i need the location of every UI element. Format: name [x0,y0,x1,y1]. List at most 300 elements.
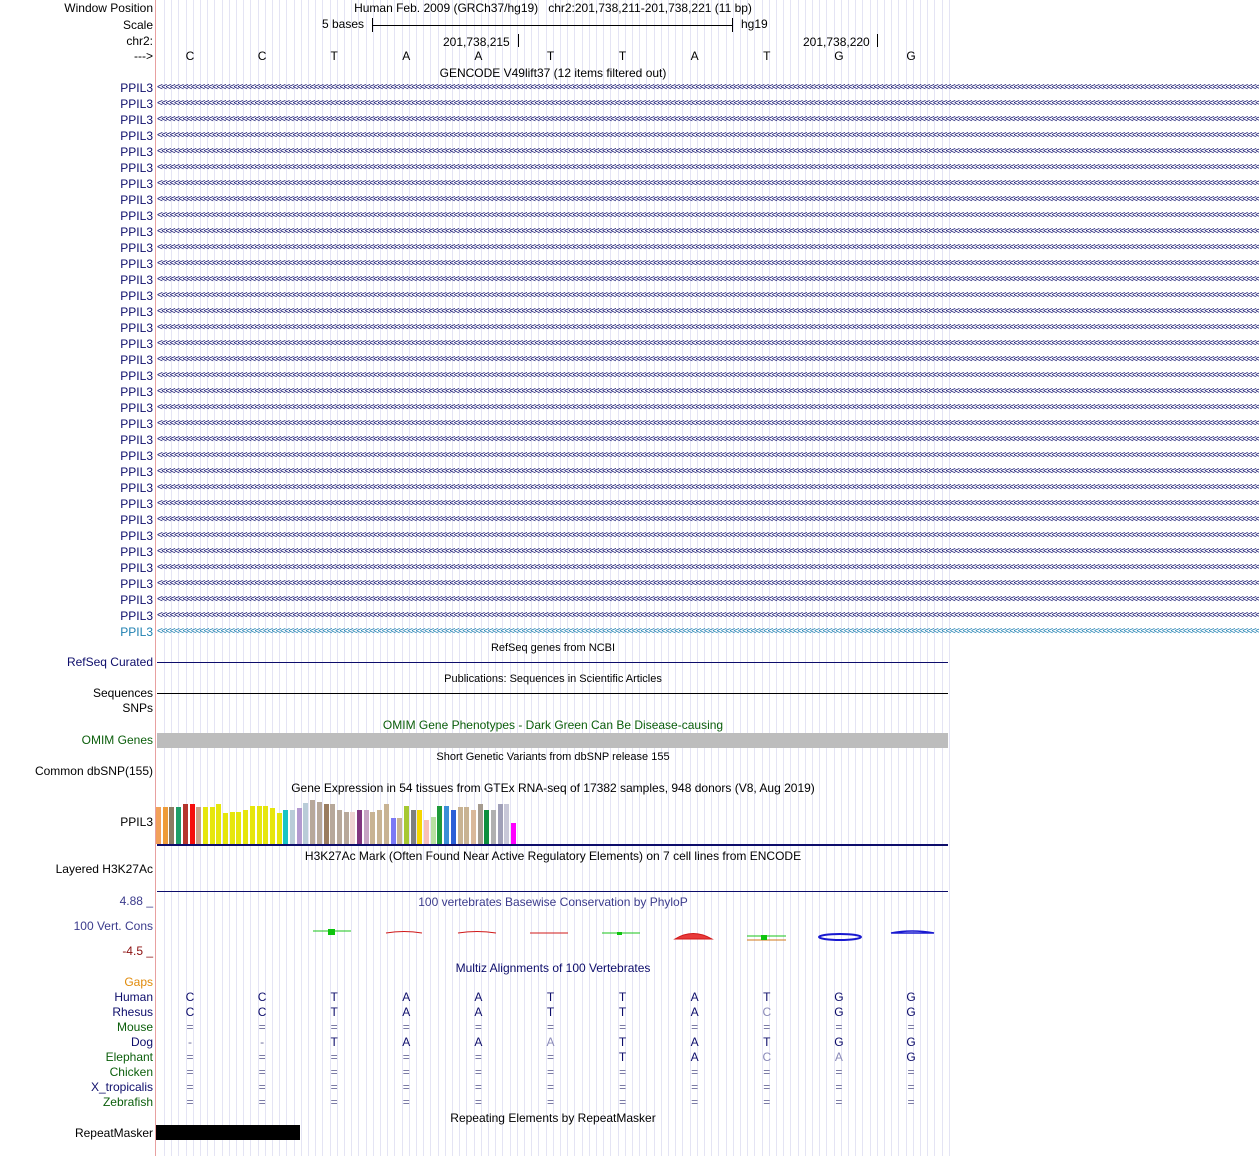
alignment-base: = [402,1080,410,1094]
gene-label[interactable]: PPIL3 [120,353,153,367]
transcript-strand-arrows[interactable]: <<<<<<<<<<<<<<<<<<<<<<<<<<<<<<<<<<<<<<<<<<<<<<<<<<<<<<<<<<<<<<<<<<<<<<<<<<<<<<<<<<<<<<<<<<<<<<<<<<<<<<<<<<<<<<<<<<<<<<<<<<<<<<<<<<<<<<<<<<<<<<<<<<<<<<<<<<<<<<<<<<<<<<<<<<<<<<<<<<<<<<<<<<<<<<<<<<<<<<<<<<<<<<<<<<<<<<<<<<<<<<<<<<<<<<<<<<<<<<<<<<<<<<<<<<<<<<<<<<<< [157,146,1259,157]
gtex-tissue-bar[interactable] [417,810,422,844]
gencode-transcript[interactable] [0,240,1259,256]
alignment-base: = [402,1050,410,1064]
gencode-transcript[interactable] [0,400,1259,416]
transcript-strand-arrows[interactable]: <<<<<<<<<<<<<<<<<<<<<<<<<<<<<<<<<<<<<<<<<<<<<<<<<<<<<<<<<<<<<<<<<<<<<<<<<<<<<<<<<<<<<<<<<<<<<<<<<<<<<<<<<<<<<<<<<<<<<<<<<<<<<<<<<<<<<<<<<<<<<<<<<<<<<<<<<<<<<<<<<<<<<<<<<<<<<<<<<<<<<<<<<<<<<<<<<<<<<<<<<<<<<<<<<<<<<<<<<<<<<<<<<<<<<<<<<<<<<<<<<<<<<<<<<<<<<<<<<<<< [157,402,1259,413]
refseq-label[interactable]: RefSeq Curated [66,655,153,669]
gene-label[interactable]: PPIL3 [120,625,153,639]
publications-label-sequences[interactable]: Sequences [92,686,153,700]
gtex-tissue-bar[interactable] [190,804,195,844]
alignment-base: A [474,990,483,1004]
repeatmasker-title[interactable]: Repeating Elements by RepeatMasker [450,1111,656,1125]
transcript-strand-arrows[interactable]: <<<<<<<<<<<<<<<<<<<<<<<<<<<<<<<<<<<<<<<<<<<<<<<<<<<<<<<<<<<<<<<<<<<<<<<<<<<<<<<<<<<<<<<<<<<<<<<<<<<<<<<<<<<<<<<<<<<<<<<<<<<<<<<<<<<<<<<<<<<<<<<<<<<<<<<<<<<<<<<<<<<<<<<<<<<<<<<<<<<<<<<<<<<<<<<<<<<<<<<<<<<<<<<<<<<<<<<<<<<<<<<<<<<<<<<<<<<<<<<<<<<<<<<<<<<<<<<<<<<< [157,546,1259,557]
alignment-base: - [260,1035,265,1049]
alignment-base: = [835,1080,843,1094]
h3k27ac-label[interactable]: Layered H3K27Ac [55,862,153,876]
alignment-base: = [691,1065,699,1079]
gencode-transcript[interactable] [0,592,1259,608]
gtex-tissue-bar[interactable] [391,818,396,844]
gencode-transcript[interactable] [0,272,1259,288]
gene-label[interactable]: PPIL3 [120,401,153,415]
gtex-tissue-bar[interactable] [196,807,201,844]
transcript-strand-arrows[interactable]: <<<<<<<<<<<<<<<<<<<<<<<<<<<<<<<<<<<<<<<<<<<<<<<<<<<<<<<<<<<<<<<<<<<<<<<<<<<<<<<<<<<<<<<<<<<<<<<<<<<<<<<<<<<<<<<<<<<<<<<<<<<<<<<<<<<<<<<<<<<<<<<<<<<<<<<<<<<<<<<<<<<<<<<<<<<<<<<<<<<<<<<<<<<<<<<<<<<<<<<<<<<<<<<<<<<<<<<<<<<<<<<<<<<<<<<<<<<<<<<<<<<<<<<<<<<<<<<<<<<< [157,274,1259,285]
gene-label[interactable]: PPIL3 [120,545,153,559]
phylop-mark [675,934,712,940]
alignment-base: C [257,1005,267,1019]
alignment-base: = [907,1080,915,1094]
gencode-transcript[interactable] [0,528,1259,544]
alignment-base: = [619,1080,627,1094]
gtex-label[interactable]: PPIL3 [120,815,153,829]
gtex-tissue-bar[interactable] [384,804,389,844]
alignment-base: = [258,1065,266,1079]
transcript-strand-arrows[interactable]: <<<<<<<<<<<<<<<<<<<<<<<<<<<<<<<<<<<<<<<<<<<<<<<<<<<<<<<<<<<<<<<<<<<<<<<<<<<<<<<<<<<<<<<<<<<<<<<<<<<<<<<<<<<<<<<<<<<<<<<<<<<<<<<<<<<<<<<<<<<<<<<<<<<<<<<<<<<<<<<<<<<<<<<<<<<<<<<<<<<<<<<<<<<<<<<<<<<<<<<<<<<<<<<<<<<<<<<<<<<<<<<<<<<<<<<<<<<<<<<<<<<<<<<<<<<<<<<<<<<< [157,418,1259,429]
strand-label: ---> [134,49,153,63]
gtex-tissue-bar[interactable] [431,817,436,844]
transcript-strand-arrows[interactable]: <<<<<<<<<<<<<<<<<<<<<<<<<<<<<<<<<<<<<<<<<<<<<<<<<<<<<<<<<<<<<<<<<<<<<<<<<<<<<<<<<<<<<<<<<<<<<<<<<<<<<<<<<<<<<<<<<<<<<<<<<<<<<<<<<<<<<<<<<<<<<<<<<<<<<<<<<<<<<<<<<<<<<<<<<<<<<<<<<<<<<<<<<<<<<<<<<<<<<<<<<<<<<<<<<<<<<<<<<<<<<<<<<<<<<<<<<<<<<<<<<<<<<<<<<<<<<<<<<<<< [157,466,1259,477]
position-title[interactable]: Human Feb. 2009 (GRCh37/hg19) chr2:201,738,211-201,738,221 (11 bp) [354,1,752,15]
base-letter: C [257,49,267,63]
gencode-transcript[interactable] [0,512,1259,528]
alignment-base: = [186,1065,194,1079]
gencode-transcript[interactable] [0,80,1259,96]
alignment-base: = [330,1050,338,1064]
gtex-tissue-bar[interactable] [176,807,181,844]
alignment-base: = [402,1020,410,1034]
gtex-tissue-bar[interactable] [364,810,369,844]
gtex-tissue-bar[interactable] [397,818,402,844]
alignment-base: A [546,1035,555,1049]
transcript-strand-arrows[interactable]: <<<<<<<<<<<<<<<<<<<<<<<<<<<<<<<<<<<<<<<<<<<<<<<<<<<<<<<<<<<<<<<<<<<<<<<<<<<<<<<<<<<<<<<<<<<<<<<<<<<<<<<<<<<<<<<<<<<<<<<<<<<<<<<<<<<<<<<<<<<<<<<<<<<<<<<<<<<<<<<<<<<<<<<<<<<<<<<<<<<<<<<<<<<<<<<<<<<<<<<<<<<<<<<<<<<<<<<<<<<<<<<<<<<<<<<<<<<<<<<<<<<<<<<<<<<<<<<<<<<< [157,258,1259,269]
base-letter: G [906,49,916,63]
alignment-base: = [835,1020,843,1034]
transcript-strand-arrows[interactable]: <<<<<<<<<<<<<<<<<<<<<<<<<<<<<<<<<<<<<<<<<<<<<<<<<<<<<<<<<<<<<<<<<<<<<<<<<<<<<<<<<<<<<<<<<<<<<<<<<<<<<<<<<<<<<<<<<<<<<<<<<<<<<<<<<<<<<<<<<<<<<<<<<<<<<<<<<<<<<<<<<<<<<<<<<<<<<<<<<<<<<<<<<<<<<<<<<<<<<<<<<<<<<<<<<<<<<<<<<<<<<<<<<<<<<<<<<<<<<<<<<<<<<<<<<<<<<<<<<<<< [157,210,1259,221]
alignment-base: = [258,1095,266,1109]
gene-label[interactable]: PPIL3 [120,561,153,575]
gene-label[interactable]: PPIL3 [120,241,153,255]
base-letter: G [834,49,844,63]
transcript-strand-arrows[interactable]: <<<<<<<<<<<<<<<<<<<<<<<<<<<<<<<<<<<<<<<<<<<<<<<<<<<<<<<<<<<<<<<<<<<<<<<<<<<<<<<<<<<<<<<<<<<<<<<<<<<<<<<<<<<<<<<<<<<<<<<<<<<<<<<<<<<<<<<<<<<<<<<<<<<<<<<<<<<<<<<<<<<<<<<<<<<<<<<<<<<<<<<<<<<<<<<<<<<<<<<<<<<<<<<<<<<<<<<<<<<<<<<<<<<<<<<<<<<<<<<<<<<<<<<<<<<<<<<<<<<< [157,626,1259,637]
alignment-base: A [402,1005,411,1019]
gene-label[interactable]: PPIL3 [120,129,153,143]
alignment-base: = [546,1050,555,1064]
gtex-tissue-bar[interactable] [464,807,469,844]
alignment-base: A [690,1035,699,1049]
gtex-tissue-bar[interactable] [484,810,489,844]
base-letter: T [546,49,555,63]
gtex-baseline [157,844,948,846]
transcript-strand-arrows[interactable]: <<<<<<<<<<<<<<<<<<<<<<<<<<<<<<<<<<<<<<<<<<<<<<<<<<<<<<<<<<<<<<<<<<<<<<<<<<<<<<<<<<<<<<<<<<<<<<<<<<<<<<<<<<<<<<<<<<<<<<<<<<<<<<<<<<<<<<<<<<<<<<<<<<<<<<<<<<<<<<<<<<<<<<<<<<<<<<<<<<<<<<<<<<<<<<<<<<<<<<<<<<<<<<<<<<<<<<<<<<<<<<<<<<<<<<<<<<<<<<<<<<<<<<<<<<<<<<<<<<<< [157,130,1259,141]
gene-label[interactable]: PPIL3 [120,145,153,159]
gencode-transcript[interactable] [0,176,1259,192]
gencode-transcript[interactable] [0,144,1259,160]
gencode-transcript[interactable] [0,544,1259,560]
gencode-transcript[interactable] [0,128,1259,144]
alignment-base: G [834,1005,844,1019]
alignment-base: T [763,1035,771,1049]
alignment-base: = [763,1065,771,1079]
phylop-mark [458,932,496,934]
alignment-base: = [402,1095,410,1109]
h3k27ac-line [157,891,948,892]
gene-label[interactable]: PPIL3 [120,593,153,607]
omim-bar[interactable] [157,733,948,748]
alignment-base: A [402,1035,411,1049]
phylop-label[interactable]: 100 Vert. Cons [73,919,153,933]
base-letter: A [690,49,699,63]
transcript-strand-arrows[interactable]: <<<<<<<<<<<<<<<<<<<<<<<<<<<<<<<<<<<<<<<<<<<<<<<<<<<<<<<<<<<<<<<<<<<<<<<<<<<<<<<<<<<<<<<<<<<<<<<<<<<<<<<<<<<<<<<<<<<<<<<<<<<<<<<<<<<<<<<<<<<<<<<<<<<<<<<<<<<<<<<<<<<<<<<<<<<<<<<<<<<<<<<<<<<<<<<<<<<<<<<<<<<<<<<<<<<<<<<<<<<<<<<<<<<<<<<<<<<<<<<<<<<<<<<<<<<<<<<<<<<< [157,338,1259,349]
gtex-tissue-bar[interactable] [203,807,208,844]
transcript-strand-arrows[interactable]: <<<<<<<<<<<<<<<<<<<<<<<<<<<<<<<<<<<<<<<<<<<<<<<<<<<<<<<<<<<<<<<<<<<<<<<<<<<<<<<<<<<<<<<<<<<<<<<<<<<<<<<<<<<<<<<<<<<<<<<<<<<<<<<<<<<<<<<<<<<<<<<<<<<<<<<<<<<<<<<<<<<<<<<<<<<<<<<<<<<<<<<<<<<<<<<<<<<<<<<<<<<<<<<<<<<<<<<<<<<<<<<<<<<<<<<<<<<<<<<<<<<<<<<<<<<<<<<<<<<< [157,386,1259,397]
alignment-base: C [185,990,195,1004]
phylop-max: 4.88 _ [119,894,153,908]
scale-bar [372,18,733,32]
gencode-transcript[interactable] [0,432,1259,448]
gtex-tissue-bar[interactable] [330,804,335,844]
gene-label[interactable]: PPIL3 [120,369,153,383]
transcript-strand-arrows[interactable]: <<<<<<<<<<<<<<<<<<<<<<<<<<<<<<<<<<<<<<<<<<<<<<<<<<<<<<<<<<<<<<<<<<<<<<<<<<<<<<<<<<<<<<<<<<<<<<<<<<<<<<<<<<<<<<<<<<<<<<<<<<<<<<<<<<<<<<<<<<<<<<<<<<<<<<<<<<<<<<<<<<<<<<<<<<<<<<<<<<<<<<<<<<<<<<<<<<<<<<<<<<<<<<<<<<<<<<<<<<<<<<<<<<<<<<<<<<<<<<<<<<<<<<<<<<<<<<<<<<<< [157,578,1259,589]
gencode-transcript[interactable] [0,624,1259,640]
scale-label: Scale [122,18,153,32]
refseq-line [157,662,948,663]
gtex-bar-chart[interactable] [156,797,536,844]
gtex-tissue-bar[interactable] [243,810,248,844]
alignment-base: G [906,990,916,1004]
alignment-base: A [474,1005,483,1019]
h3k27ac-title[interactable]: H3K27Ac Mark (Often Found Near Active Regulatory Elements) on 7 cell lines from ENCODE [304,849,802,863]
gencode-transcript[interactable] [0,608,1259,624]
dbsnp-title[interactable]: Short Genetic Variants from dbSNP release 155 [436,751,670,763]
species-label[interactable]: Dog [130,1035,153,1049]
gtex-tissue-bar[interactable] [277,813,282,844]
gtex-tissue-bar[interactable] [444,806,449,844]
gene-label[interactable]: PPIL3 [120,497,153,511]
gene-label[interactable]: PPIL3 [120,513,153,527]
gencode-transcript[interactable] [0,480,1259,496]
phylop-mark [891,931,934,933]
gene-label[interactable]: PPIL3 [120,481,153,495]
species-label[interactable]: Mouse [116,1020,153,1034]
gene-label[interactable]: PPIL3 [120,225,153,239]
gtex-tissue-bar[interactable] [310,800,315,844]
phylop-mark [819,934,861,940]
gtex-tissue-bar[interactable] [290,810,295,844]
dbsnp-label[interactable]: Common dbSNP(155) [34,764,153,778]
transcript-strand-arrows[interactable]: <<<<<<<<<<<<<<<<<<<<<<<<<<<<<<<<<<<<<<<<<<<<<<<<<<<<<<<<<<<<<<<<<<<<<<<<<<<<<<<<<<<<<<<<<<<<<<<<<<<<<<<<<<<<<<<<<<<<<<<<<<<<<<<<<<<<<<<<<<<<<<<<<<<<<<<<<<<<<<<<<<<<<<<<<<<<<<<<<<<<<<<<<<<<<<<<<<<<<<<<<<<<<<<<<<<<<<<<<<<<<<<<<<<<<<<<<<<<<<<<<<<<<<<<<<<<<<<<<<<< [157,178,1259,189]
gencode-transcript[interactable] [0,464,1259,480]
alignment-base: G [906,1035,916,1049]
transcript-strand-arrows[interactable]: <<<<<<<<<<<<<<<<<<<<<<<<<<<<<<<<<<<<<<<<<<<<<<<<<<<<<<<<<<<<<<<<<<<<<<<<<<<<<<<<<<<<<<<<<<<<<<<<<<<<<<<<<<<<<<<<<<<<<<<<<<<<<<<<<<<<<<<<<<<<<<<<<<<<<<<<<<<<<<<<<<<<<<<<<<<<<<<<<<<<<<<<<<<<<<<<<<<<<<<<<<<<<<<<<<<<<<<<<<<<<<<<<<<<<<<<<<<<<<<<<<<<<<<<<<<<<<<<<<<< [157,434,1259,445]
gene-label[interactable]: PPIL3 [120,273,153,287]
tick-mark-2 [877,34,878,47]
alignment-base: = [546,1095,555,1109]
gtex-tissue-bar[interactable] [169,807,174,844]
gtex-tissue-bar[interactable] [411,810,416,844]
alignment-base: C [762,1050,772,1064]
species-label[interactable]: X_tropicalis [90,1080,153,1094]
gencode-transcript[interactable] [0,112,1259,128]
gtex-tissue-bar[interactable] [257,806,262,844]
gencode-transcript[interactable] [0,496,1259,512]
alignment-base: = [763,1095,771,1109]
alignment-base: G [834,990,844,1004]
alignment-base: T [330,1035,338,1049]
transcript-strand-arrows[interactable]: <<<<<<<<<<<<<<<<<<<<<<<<<<<<<<<<<<<<<<<<<<<<<<<<<<<<<<<<<<<<<<<<<<<<<<<<<<<<<<<<<<<<<<<<<<<<<<<<<<<<<<<<<<<<<<<<<<<<<<<<<<<<<<<<<<<<<<<<<<<<<<<<<<<<<<<<<<<<<<<<<<<<<<<<<<<<<<<<<<<<<<<<<<<<<<<<<<<<<<<<<<<<<<<<<<<<<<<<<<<<<<<<<<<<<<<<<<<<<<<<<<<<<<<<<<<<<<<<<<<< [157,610,1259,621]
alignment-base: T [330,990,338,1004]
alignment-base: = [619,1095,627,1109]
phylop-title[interactable]: 100 vertebrates Basewise Conservation by PhyloP [418,895,688,909]
gtex-tissue-bar[interactable] [317,802,322,844]
alignment-base: - [188,1035,192,1049]
gtex-tissue-bar[interactable] [324,804,329,844]
db-label: hg19 [741,17,768,31]
gtex-tissue-bar[interactable] [297,808,302,844]
transcript-strand-arrows[interactable]: <<<<<<<<<<<<<<<<<<<<<<<<<<<<<<<<<<<<<<<<<<<<<<<<<<<<<<<<<<<<<<<<<<<<<<<<<<<<<<<<<<<<<<<<<<<<<<<<<<<<<<<<<<<<<<<<<<<<<<<<<<<<<<<<<<<<<<<<<<<<<<<<<<<<<<<<<<<<<<<<<<<<<<<<<<<<<<<<<<<<<<<<<<<<<<<<<<<<<<<<<<<<<<<<<<<<<<<<<<<<<<<<<<<<<<<<<<<<<<<<<<<<<<<<<<<<<<<<<<<< [157,562,1259,573]
transcript-strand-arrows[interactable]: <<<<<<<<<<<<<<<<<<<<<<<<<<<<<<<<<<<<<<<<<<<<<<<<<<<<<<<<<<<<<<<<<<<<<<<<<<<<<<<<<<<<<<<<<<<<<<<<<<<<<<<<<<<<<<<<<<<<<<<<<<<<<<<<<<<<<<<<<<<<<<<<<<<<<<<<<<<<<<<<<<<<<<<<<<<<<<<<<<<<<<<<<<<<<<<<<<<<<<<<<<<<<<<<<<<<<<<<<<<<<<<<<<<<<<<<<<<<<<<<<<<<<<<<<<<<<<<<<<<< [157,594,1259,605]
gtex-tissue-bar[interactable] [250,806,255,844]
alignment-base: = [619,1065,627,1079]
alignment-base: = [330,1095,338,1109]
gtex-tissue-bar[interactable] [458,807,463,844]
alignment-base: = [907,1065,915,1079]
transcript-strand-arrows[interactable]: <<<<<<<<<<<<<<<<<<<<<<<<<<<<<<<<<<<<<<<<<<<<<<<<<<<<<<<<<<<<<<<<<<<<<<<<<<<<<<<<<<<<<<<<<<<<<<<<<<<<<<<<<<<<<<<<<<<<<<<<<<<<<<<<<<<<<<<<<<<<<<<<<<<<<<<<<<<<<<<<<<<<<<<<<<<<<<<<<<<<<<<<<<<<<<<<<<<<<<<<<<<<<<<<<<<<<<<<<<<<<<<<<<<<<<<<<<<<<<<<<<<<<<<<<<<<<<<<<<<< [157,98,1259,109]
gene-label[interactable]: PPIL3 [120,385,153,399]
gtex-tissue-bar[interactable] [437,806,442,844]
gene-label[interactable]: PPIL3 [120,81,153,95]
omim-title[interactable]: OMIM Gene Phenotypes - Dark Green Can Be Disease-causing [382,718,724,732]
omim-label[interactable]: OMIM Genes [81,733,153,747]
gtex-tissue-bar[interactable] [283,810,288,844]
alignment-base: = [835,1065,843,1079]
alignment-base: = [186,1050,194,1064]
publications-label-snps[interactable]: SNPs [122,701,153,715]
transcript-strand-arrows[interactable]: <<<<<<<<<<<<<<<<<<<<<<<<<<<<<<<<<<<<<<<<<<<<<<<<<<<<<<<<<<<<<<<<<<<<<<<<<<<<<<<<<<<<<<<<<<<<<<<<<<<<<<<<<<<<<<<<<<<<<<<<<<<<<<<<<<<<<<<<<<<<<<<<<<<<<<<<<<<<<<<<<<<<<<<<<<<<<<<<<<<<<<<<<<<<<<<<<<<<<<<<<<<<<<<<<<<<<<<<<<<<<<<<<<<<<<<<<<<<<<<<<<<<<<<<<<<<<<<<<<<< [157,82,1259,93]
alignment-base: G [834,1035,844,1049]
gtex-tissue-bar[interactable] [370,812,375,844]
alignment-base: = [835,1095,843,1109]
tick-label-1: 201,738,215 [443,35,510,49]
chr-label: chr2: [126,34,153,48]
gene-label[interactable]: PPIL3 [120,577,153,591]
gtex-tissue-bar[interactable] [263,806,268,844]
gene-label[interactable]: PPIL3 [120,337,153,351]
gtex-tissue-bar[interactable] [216,804,221,844]
gencode-transcript[interactable] [0,256,1259,272]
gencode-transcript[interactable] [0,368,1259,384]
gene-label[interactable]: PPIL3 [120,97,153,111]
alignment-base: = [763,1080,771,1094]
transcript-strand-arrows[interactable]: <<<<<<<<<<<<<<<<<<<<<<<<<<<<<<<<<<<<<<<<<<<<<<<<<<<<<<<<<<<<<<<<<<<<<<<<<<<<<<<<<<<<<<<<<<<<<<<<<<<<<<<<<<<<<<<<<<<<<<<<<<<<<<<<<<<<<<<<<<<<<<<<<<<<<<<<<<<<<<<<<<<<<<<<<<<<<<<<<<<<<<<<<<<<<<<<<<<<<<<<<<<<<<<<<<<<<<<<<<<<<<<<<<<<<<<<<<<<<<<<<<<<<<<<<<<<<<<<<<<< [157,114,1259,125]
alignment-base: = [474,1095,482,1109]
gtex-tissue-bar[interactable] [498,804,503,844]
transcript-strand-arrows[interactable]: <<<<<<<<<<<<<<<<<<<<<<<<<<<<<<<<<<<<<<<<<<<<<<<<<<<<<<<<<<<<<<<<<<<<<<<<<<<<<<<<<<<<<<<<<<<<<<<<<<<<<<<<<<<<<<<<<<<<<<<<<<<<<<<<<<<<<<<<<<<<<<<<<<<<<<<<<<<<<<<<<<<<<<<<<<<<<<<<<<<<<<<<<<<<<<<<<<<<<<<<<<<<<<<<<<<<<<<<<<<<<<<<<<<<<<<<<<<<<<<<<<<<<<<<<<<<<<<<<<<< [157,450,1259,461]
gencode-transcript[interactable] [0,448,1259,464]
gtex-tissue-bar[interactable] [163,807,168,844]
gtex-tissue-bar[interactable] [156,807,161,844]
gencode-title[interactable]: GENCODE V49lift37 (12 items filtered out) [439,66,667,80]
gene-label[interactable]: PPIL3 [120,161,153,175]
species-label[interactable]: Rhesus [112,1005,153,1019]
alignment-base: = [402,1065,410,1079]
gencode-transcript[interactable] [0,320,1259,336]
alignment-base: = [258,1050,266,1064]
alignment-base: G [906,1050,916,1064]
gene-label[interactable]: PPIL3 [120,193,153,207]
repeatmasker-label[interactable]: RepeatMasker [74,1126,153,1140]
alignment-base: C [257,990,267,1004]
alignment-base: = [258,1080,266,1094]
alignment-base: A [690,1050,699,1064]
gtex-title[interactable]: Gene Expression in 54 tissues from GTEx RNA-seq of 17382 samples, 948 donors (V8, Aug 2019) [291,781,815,795]
gene-label[interactable]: PPIL3 [120,305,153,319]
gtex-tissue-bar[interactable] [183,804,188,844]
gene-label[interactable]: PPIL3 [120,257,153,271]
gtex-tissue-bar[interactable] [210,807,215,844]
transcript-strand-arrows[interactable]: <<<<<<<<<<<<<<<<<<<<<<<<<<<<<<<<<<<<<<<<<<<<<<<<<<<<<<<<<<<<<<<<<<<<<<<<<<<<<<<<<<<<<<<<<<<<<<<<<<<<<<<<<<<<<<<<<<<<<<<<<<<<<<<<<<<<<<<<<<<<<<<<<<<<<<<<<<<<<<<<<<<<<<<<<<<<<<<<<<<<<<<<<<<<<<<<<<<<<<<<<<<<<<<<<<<<<<<<<<<<<<<<<<<<<<<<<<<<<<<<<<<<<<<<<<<<<<<<<<<< [157,370,1259,381]
window-position-label: Window Position [64,1,153,15]
gene-label[interactable]: PPIL3 [120,609,153,623]
gtex-tissue-bar[interactable] [404,806,409,844]
phylop-track[interactable] [0,920,950,950]
alignment-base: = [330,1080,338,1094]
gene-label[interactable]: PPIL3 [120,465,153,479]
alignment-base: = [546,1065,555,1079]
gencode-transcript[interactable] [0,304,1259,320]
alignment-base: G [906,1005,916,1019]
gene-label[interactable]: PPIL3 [120,321,153,335]
gene-label[interactable]: PPIL3 [120,449,153,463]
alignment-base: T [546,1005,555,1019]
alignment-base: = [619,1020,627,1034]
gencode-transcript[interactable] [0,160,1259,176]
alignment-base: C [762,1005,772,1019]
gene-label[interactable]: PPIL3 [120,289,153,303]
alignment-base: = [330,1065,338,1079]
base-letter: C [185,49,195,63]
alignment-base: = [474,1065,482,1079]
gene-label[interactable]: PPIL3 [120,113,153,127]
scale-text: 5 bases [322,17,365,31]
alignment-base: = [691,1020,699,1034]
alignment-base: A [690,1005,699,1019]
alignment-base: T [763,990,771,1004]
tick-mark-1 [518,34,519,47]
gtex-tissue-bar[interactable] [491,810,496,844]
transcript-strand-arrows[interactable]: <<<<<<<<<<<<<<<<<<<<<<<<<<<<<<<<<<<<<<<<<<<<<<<<<<<<<<<<<<<<<<<<<<<<<<<<<<<<<<<<<<<<<<<<<<<<<<<<<<<<<<<<<<<<<<<<<<<<<<<<<<<<<<<<<<<<<<<<<<<<<<<<<<<<<<<<<<<<<<<<<<<<<<<<<<<<<<<<<<<<<<<<<<<<<<<<<<<<<<<<<<<<<<<<<<<<<<<<<<<<<<<<<<<<<<<<<<<<<<<<<<<<<<<<<<<<<<<<<<<< [157,194,1259,205]
gtex-tissue-bar[interactable] [377,810,382,844]
species-label[interactable]: Elephant [105,1050,153,1064]
gtex-tissue-bar[interactable] [357,810,362,844]
gtex-tissue-bar[interactable] [424,820,429,844]
tick-label-2: 201,738,220 [803,35,870,49]
gtex-tissue-bar[interactable] [451,810,456,844]
gencode-transcript[interactable] [0,288,1259,304]
gencode-transcript[interactable] [0,336,1259,352]
transcript-strand-arrows[interactable]: <<<<<<<<<<<<<<<<<<<<<<<<<<<<<<<<<<<<<<<<<<<<<<<<<<<<<<<<<<<<<<<<<<<<<<<<<<<<<<<<<<<<<<<<<<<<<<<<<<<<<<<<<<<<<<<<<<<<<<<<<<<<<<<<<<<<<<<<<<<<<<<<<<<<<<<<<<<<<<<<<<<<<<<<<<<<<<<<<<<<<<<<<<<<<<<<<<<<<<<<<<<<<<<<<<<<<<<<<<<<<<<<<<<<<<<<<<<<<<<<<<<<<<<<<<<<<<<<<<<< [157,242,1259,253]
gene-label[interactable]: PPIL3 [120,177,153,191]
gtex-tissue-bar[interactable] [270,808,275,844]
gtex-tissue-bar[interactable] [223,813,228,844]
alignment-base: = [546,1080,555,1094]
alignment-base: = [907,1095,915,1109]
alignment-base: C [185,1005,195,1019]
gencode-transcript[interactable] [0,576,1259,592]
base-letter: T [763,49,771,63]
phylop-mark [313,929,351,935]
gtex-tissue-bar[interactable] [236,812,241,844]
species-label[interactable]: Chicken [109,1065,153,1079]
gencode-transcript[interactable] [0,560,1259,576]
gene-label[interactable]: PPIL3 [120,433,153,447]
transcript-strand-arrows[interactable]: <<<<<<<<<<<<<<<<<<<<<<<<<<<<<<<<<<<<<<<<<<<<<<<<<<<<<<<<<<<<<<<<<<<<<<<<<<<<<<<<<<<<<<<<<<<<<<<<<<<<<<<<<<<<<<<<<<<<<<<<<<<<<<<<<<<<<<<<<<<<<<<<<<<<<<<<<<<<<<<<<<<<<<<<<<<<<<<<<<<<<<<<<<<<<<<<<<<<<<<<<<<<<<<<<<<<<<<<<<<<<<<<<<<<<<<<<<<<<<<<<<<<<<<<<<<<<<<<<<<< [157,322,1259,333]
gtex-tissue-bar[interactable] [471,810,476,844]
alignment-base: A [474,1035,483,1049]
base-letter: T [618,49,627,63]
transcript-strand-arrows[interactable]: <<<<<<<<<<<<<<<<<<<<<<<<<<<<<<<<<<<<<<<<<<<<<<<<<<<<<<<<<<<<<<<<<<<<<<<<<<<<<<<<<<<<<<<<<<<<<<<<<<<<<<<<<<<<<<<<<<<<<<<<<<<<<<<<<<<<<<<<<<<<<<<<<<<<<<<<<<<<<<<<<<<<<<<<<<<<<<<<<<<<<<<<<<<<<<<<<<<<<<<<<<<<<<<<<<<<<<<<<<<<<<<<<<<<<<<<<<<<<<<<<<<<<<<<<<<<<<<<<<<< [157,514,1259,525]
gtex-tissue-bar[interactable] [303,803,308,844]
alignment-base: = [330,1020,338,1034]
gtex-tissue-bar[interactable] [478,804,483,844]
gencode-transcript[interactable] [0,224,1259,240]
alignment-base: T [546,990,555,1004]
gencode-transcript[interactable] [0,416,1259,432]
transcript-strand-arrows[interactable]: <<<<<<<<<<<<<<<<<<<<<<<<<<<<<<<<<<<<<<<<<<<<<<<<<<<<<<<<<<<<<<<<<<<<<<<<<<<<<<<<<<<<<<<<<<<<<<<<<<<<<<<<<<<<<<<<<<<<<<<<<<<<<<<<<<<<<<<<<<<<<<<<<<<<<<<<<<<<<<<<<<<<<<<<<<<<<<<<<<<<<<<<<<<<<<<<<<<<<<<<<<<<<<<<<<<<<<<<<<<<<<<<<<<<<<<<<<<<<<<<<<<<<<<<<<<<<<<<<<<< [157,482,1259,493]
gencode-transcript[interactable] [0,384,1259,400]
repeatmasker-element[interactable] [156,1125,300,1140]
transcript-strand-arrows[interactable]: <<<<<<<<<<<<<<<<<<<<<<<<<<<<<<<<<<<<<<<<<<<<<<<<<<<<<<<<<<<<<<<<<<<<<<<<<<<<<<<<<<<<<<<<<<<<<<<<<<<<<<<<<<<<<<<<<<<<<<<<<<<<<<<<<<<<<<<<<<<<<<<<<<<<<<<<<<<<<<<<<<<<<<<<<<<<<<<<<<<<<<<<<<<<<<<<<<<<<<<<<<<<<<<<<<<<<<<<<<<<<<<<<<<<<<<<<<<<<<<<<<<<<<<<<<<<<<<<<<<< [157,498,1259,509]
gene-label[interactable]: PPIL3 [120,417,153,431]
gtex-tissue-bar[interactable] [504,804,509,844]
multiz-title[interactable]: Multiz Alignments of 100 Vertebrates [455,961,651,975]
gencode-transcript[interactable] [0,192,1259,208]
alignment-base: = [474,1020,482,1034]
species-label[interactable]: Zebrafish [102,1095,153,1109]
gtex-tissue-bar[interactable] [344,812,349,844]
transcript-strand-arrows[interactable]: <<<<<<<<<<<<<<<<<<<<<<<<<<<<<<<<<<<<<<<<<<<<<<<<<<<<<<<<<<<<<<<<<<<<<<<<<<<<<<<<<<<<<<<<<<<<<<<<<<<<<<<<<<<<<<<<<<<<<<<<<<<<<<<<<<<<<<<<<<<<<<<<<<<<<<<<<<<<<<<<<<<<<<<<<<<<<<<<<<<<<<<<<<<<<<<<<<<<<<<<<<<<<<<<<<<<<<<<<<<<<<<<<<<<<<<<<<<<<<<<<<<<<<<<<<<<<<<<<<<< [157,162,1259,173]
gtex-tissue-bar[interactable] [230,812,235,844]
transcript-strand-arrows[interactable]: <<<<<<<<<<<<<<<<<<<<<<<<<<<<<<<<<<<<<<<<<<<<<<<<<<<<<<<<<<<<<<<<<<<<<<<<<<<<<<<<<<<<<<<<<<<<<<<<<<<<<<<<<<<<<<<<<<<<<<<<<<<<<<<<<<<<<<<<<<<<<<<<<<<<<<<<<<<<<<<<<<<<<<<<<<<<<<<<<<<<<<<<<<<<<<<<<<<<<<<<<<<<<<<<<<<<<<<<<<<<<<<<<<<<<<<<<<<<<<<<<<<<<<<<<<<<<<<<<<<< [157,306,1259,317]
phylop-mark [602,932,640,935]
phylop-mark [386,932,422,934]
transcript-strand-arrows[interactable]: <<<<<<<<<<<<<<<<<<<<<<<<<<<<<<<<<<<<<<<<<<<<<<<<<<<<<<<<<<<<<<<<<<<<<<<<<<<<<<<<<<<<<<<<<<<<<<<<<<<<<<<<<<<<<<<<<<<<<<<<<<<<<<<<<<<<<<<<<<<<<<<<<<<<<<<<<<<<<<<<<<<<<<<<<<<<<<<<<<<<<<<<<<<<<<<<<<<<<<<<<<<<<<<<<<<<<<<<<<<<<<<<<<<<<<<<<<<<<<<<<<<<<<<<<<<<<<<<<<<< [157,226,1259,237]
alignment-base: T [330,1005,338,1019]
species-label[interactable]: Human [114,990,153,1004]
transcript-strand-arrows[interactable]: <<<<<<<<<<<<<<<<<<<<<<<<<<<<<<<<<<<<<<<<<<<<<<<<<<<<<<<<<<<<<<<<<<<<<<<<<<<<<<<<<<<<<<<<<<<<<<<<<<<<<<<<<<<<<<<<<<<<<<<<<<<<<<<<<<<<<<<<<<<<<<<<<<<<<<<<<<<<<<<<<<<<<<<<<<<<<<<<<<<<<<<<<<<<<<<<<<<<<<<<<<<<<<<<<<<<<<<<<<<<<<<<<<<<<<<<<<<<<<<<<<<<<<<<<<<<<<<<<<<< [157,530,1259,541]
gtex-tissue-bar[interactable] [337,810,342,844]
gencode-transcript[interactable] [0,208,1259,224]
gene-label[interactable]: PPIL3 [120,529,153,543]
transcript-strand-arrows[interactable]: <<<<<<<<<<<<<<<<<<<<<<<<<<<<<<<<<<<<<<<<<<<<<<<<<<<<<<<<<<<<<<<<<<<<<<<<<<<<<<<<<<<<<<<<<<<<<<<<<<<<<<<<<<<<<<<<<<<<<<<<<<<<<<<<<<<<<<<<<<<<<<<<<<<<<<<<<<<<<<<<<<<<<<<<<<<<<<<<<<<<<<<<<<<<<<<<<<<<<<<<<<<<<<<<<<<<<<<<<<<<<<<<<<<<<<<<<<<<<<<<<<<<<<<<<<<<<<<<<<<< [157,354,1259,365]
refseq-title[interactable]: RefSeq genes from NCBI [490,642,616,654]
publications-title[interactable]: Publications: Sequences in Scientific Articles [444,673,662,685]
alignment-base: T [618,1050,627,1064]
alignment-base: T [618,1035,627,1049]
gencode-transcript[interactable] [0,352,1259,368]
gtex-tissue-bar[interactable] [511,823,516,844]
alignment-base: T [618,1005,627,1019]
base-letter: T [330,49,338,63]
transcript-strand-arrows[interactable]: <<<<<<<<<<<<<<<<<<<<<<<<<<<<<<<<<<<<<<<<<<<<<<<<<<<<<<<<<<<<<<<<<<<<<<<<<<<<<<<<<<<<<<<<<<<<<<<<<<<<<<<<<<<<<<<<<<<<<<<<<<<<<<<<<<<<<<<<<<<<<<<<<<<<<<<<<<<<<<<<<<<<<<<<<<<<<<<<<<<<<<<<<<<<<<<<<<<<<<<<<<<<<<<<<<<<<<<<<<<<<<<<<<<<<<<<<<<<<<<<<<<<<<<<<<<<<<<<<<<< [157,290,1259,301]
gtex-tissue-bar[interactable] [350,812,355,844]
gene-label[interactable]: PPIL3 [120,209,153,223]
gencode-transcript[interactable] [0,96,1259,112]
gaps-label[interactable]: Gaps [124,975,153,989]
alignment-base: = [186,1080,194,1094]
alignment-base: = [763,1020,771,1034]
phylop-min: -4.5 _ [122,944,153,958]
alignment-base: = [186,1020,194,1034]
